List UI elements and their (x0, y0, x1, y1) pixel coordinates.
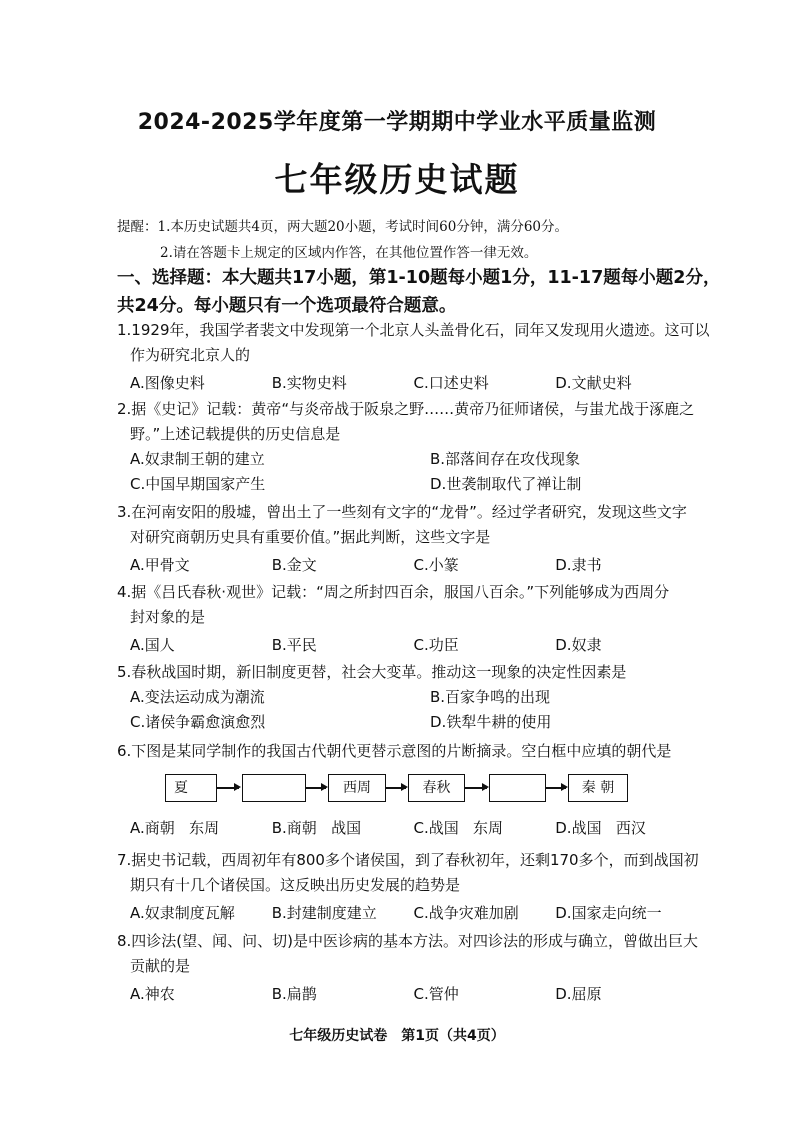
question-stem-line: 贡献的是 (130, 957, 191, 975)
question-stem-line: 7.据史书记载，西周初年有800多个诸侯国，到了春秋初年，还剩170多个，而到战国初 (117, 851, 699, 869)
question-stem-line: 期只有十几个诸侯国。这反映出历史发展的趋势是 (130, 876, 461, 894)
option-d[interactable]: D.铁犁牛耕的使用 (430, 713, 552, 731)
option-d[interactable]: D.屈原 (555, 985, 602, 1003)
paper-title: 七年级历史试题 (274, 160, 520, 199)
options-row (130, 816, 697, 841)
option-d[interactable]: D.文献史料 (555, 374, 632, 392)
question-stem-line: 8.四诊法(望、闻、问、切)是中医诊病的基本方法。对四诊法的形成与确立，曾做出巨大 (117, 932, 699, 950)
option-c[interactable]: C.中国早期国家产生 (130, 475, 266, 493)
option-c[interactable]: C.口述史料 (413, 374, 489, 392)
option-d[interactable]: D.隶书 (555, 556, 602, 574)
option-a[interactable]: A.神农 (130, 985, 175, 1003)
tip-line-2: 2.请在答题卡上规定的区域内作答，在其他位置作答一律无效。 (160, 245, 538, 261)
option-b[interactable]: B.扁鹊 (271, 985, 317, 1003)
dynasty-box-blank-1 (242, 774, 306, 802)
question-stem-line: 3.在河南安阳的殷墟，曾出土了一些刻有文字的“龙骨”。经过学者研究，发现这些文字 (117, 503, 687, 521)
dynasty-diagram (117, 774, 687, 810)
option-a[interactable]: A.奴隶制度瓦解 (130, 904, 235, 922)
question-stem-line: 野。”上述记载提供的历史信息是 (130, 425, 341, 443)
option-d[interactable]: D.奴隶 (555, 636, 602, 654)
question-8 (117, 929, 697, 1007)
question-stem-line: 对研究商朝历史具有重要价值。”据此判断，这些文字是 (130, 528, 491, 546)
option-a[interactable]: A.甲骨文 (130, 556, 190, 574)
question-stem-line: 封对象的是 (130, 608, 206, 626)
question-4 (117, 580, 697, 658)
tips-block (117, 214, 568, 266)
question-5 (117, 660, 697, 735)
question-3 (117, 500, 697, 578)
question-stem-line: 5.春秋战国时期，新旧制度更替，社会大变革。推动这一现象的决定性因素是 (117, 663, 627, 681)
dynasty-box-chunqiu: 春秋 (408, 774, 465, 802)
option-b[interactable]: B.金文 (271, 556, 317, 574)
arrow-icon (465, 787, 487, 789)
question-stem-line: 4.据《吕氏春秋·观世》记载：“周之所封四百余，服国八百余。”下列能够成为西周分 (117, 583, 670, 601)
option-d[interactable]: D.国家走向统一 (555, 904, 662, 922)
option-c[interactable]: C.诸侯争霸愈演愈烈 (130, 713, 266, 731)
page-footer: 七年级历史试卷 第1页（共4页） (289, 1028, 505, 1044)
question-stem-line: 2.据《史记》记载：黄帝“与炎帝战于阪泉之野……黄帝乃征师诸侯，与蚩尤战于涿鹿之 (117, 400, 695, 418)
option-a[interactable]: A.奴隶制王朝的建立 (130, 450, 265, 468)
question-2 (117, 397, 697, 497)
question-stem-line: 1.1929年，我国学者裴文中发现第一个北京人头盖骨化石，同年又发现用火遗迹。这可以 (117, 321, 710, 339)
option-a[interactable]: A.商朝 东周 (130, 819, 220, 837)
arrow-icon (386, 787, 406, 789)
section-heading (117, 264, 721, 320)
question-7 (117, 848, 697, 926)
option-b[interactable]: B.百家争鸣的出现 (430, 688, 551, 706)
option-b[interactable]: B.商朝 战国 (271, 819, 362, 837)
dynasty-box-xizhou: 西周 (328, 774, 386, 802)
tip-line-1: 提醒：1.本历史试题共4页，两大题20小题，考试时间60分钟，满分60分。 (117, 219, 569, 235)
question-stem-line: 作为研究北京人的 (130, 346, 251, 364)
question-6 (117, 739, 697, 841)
option-c[interactable]: C.功臣 (413, 636, 459, 654)
option-c[interactable]: C.战争灾难加剧 (413, 904, 519, 922)
exam-title: 2024-2025学年度第一学期期中学业水平质量监测 (137, 110, 657, 135)
options-row (130, 982, 697, 1007)
option-b[interactable]: B.平民 (271, 636, 317, 654)
option-a[interactable]: A.图像史料 (130, 374, 205, 392)
section-heading-line-1: 一、选择题：本大题共17小题，第1-10题每小题1分，11-17题每小题2分， (117, 268, 721, 288)
question-stem-line: 6.下图是某同学制作的我国古代朝代更替示意图的片断摘录。空白框中应填的朝代是 (117, 742, 672, 760)
arrow-icon (306, 787, 326, 789)
option-a[interactable]: A.国人 (130, 636, 175, 654)
option-b[interactable]: B.实物史料 (271, 374, 347, 392)
option-a[interactable]: A.变法运动成为潮流 (130, 688, 265, 706)
options-row (130, 901, 697, 926)
arrow-icon (546, 787, 566, 789)
section-heading-line-2: 共24分。每小题只有一个选项最符合题意。 (117, 296, 457, 316)
option-d[interactable]: D.世袭制取代了禅让制 (430, 475, 582, 493)
option-c[interactable]: C.战国 东周 (413, 819, 504, 837)
option-c[interactable]: C.管仲 (413, 985, 459, 1003)
option-b[interactable]: B.封建制度建立 (271, 904, 377, 922)
dynasty-box-blank-2 (489, 774, 546, 802)
option-c[interactable]: C.小篆 (413, 556, 459, 574)
options-row (130, 633, 697, 658)
options-grid (130, 447, 697, 497)
question-1 (117, 318, 710, 396)
dynasty-box-qin: 秦 朝 (568, 774, 628, 802)
options-grid (130, 685, 697, 735)
option-d[interactable]: D.战国 西汉 (555, 819, 646, 837)
option-b[interactable]: B.部落间存在攻伐现象 (430, 450, 581, 468)
options-row (130, 371, 697, 396)
dynasty-box-xia: 夏 (165, 774, 217, 802)
options-row (130, 553, 697, 578)
arrow-icon (217, 787, 239, 789)
